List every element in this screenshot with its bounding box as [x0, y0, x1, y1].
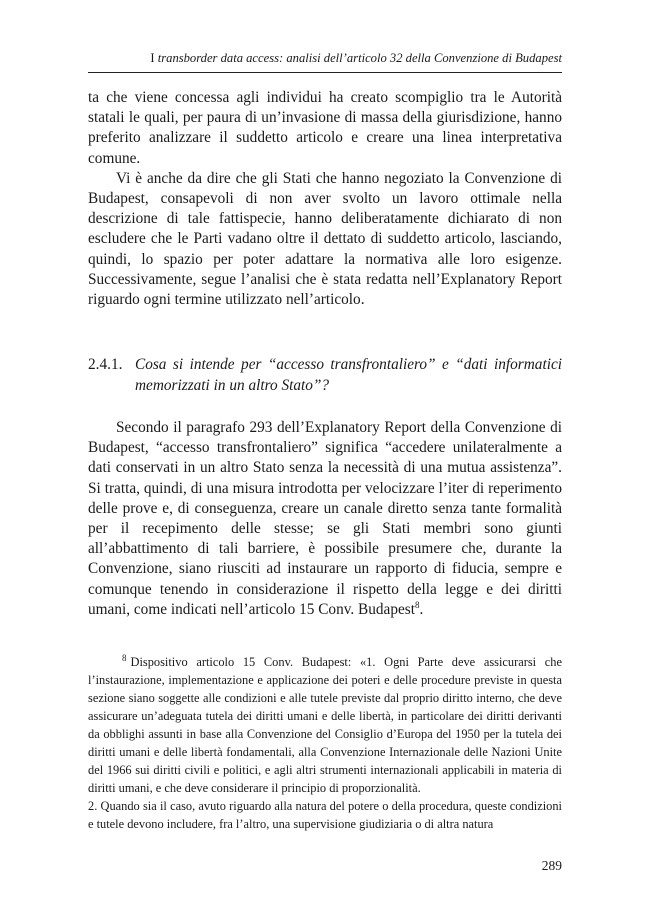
- running-header: [88, 50, 562, 66]
- footnote-8: [88, 653, 562, 797]
- section-title: Cosa si intende per “accesso transfrontaliero” e “dati informatici memorizzati in un altro Stato”?: [135, 356, 562, 394]
- section-heading: [88, 355, 562, 396]
- footnotes: [88, 653, 562, 833]
- footnote-8-text: Dispositivo articolo 15 Conv. Budapest: «1. Ogni Parte deve assicurarsi che l’instaurazione, implementazione e applicazione dei poteri e delle procedure previste in questa sezione siano soggette alle condizioni e alle tutele previste dal proprio diritto interno, che deve assicurare un’adeguata tutela dei diritti umani e delle libertà, in particolare dei diritti derivanti da obblighi assunti in base alla Convenzione del Consiglio d’Europa del 1950 per la tutela dei diritti umani e delle libertà fondamentali, alla Convenzione Internazionale delle Nazioni Unite del 1966 sui diritti civili e politici, e agli altri strumenti internazionali applicabili in materia di diritti umani, e che deve considerare il principio di proporzionalità.: [88, 655, 562, 795]
- body-text-block-1: [88, 88, 562, 310]
- body-text-block-2: [88, 418, 562, 620]
- running-header-term: transborder data access: [154, 51, 280, 65]
- paragraph-3-end: .: [419, 600, 424, 618]
- page-number: 289: [541, 858, 562, 873]
- paragraph-2: Vi è anche da dire che gli Stati che hanno negoziato la Convenzione di Budapest, consapevoli di non aver svolto un lavoro ottimale nella descrizione di tale fattispecie, hanno deliberatamente dichiarato di non escludere che le Parti vadano oltre il dettato di suddetto articolo, lasciando, quindi, lo spazio per poter adattare la normativa alle loro esigenze. Successivamente, segue l’analisi che è stata redatta nell’Explanatory Report riguardo ogni termine utilizzato nell’articolo.: [88, 169, 562, 309]
- running-header-initial: I: [150, 51, 155, 65]
- paragraph-1: ta che viene concessa agli individui ha creato scompiglio tra le Autorità statali le quali, per paura di un’invasione di massa della giurisdizione, hanno preferito analizzare il suddetto articolo e creare una linea interpretativa comune.: [88, 89, 562, 167]
- paragraph-3-text: Secondo il paragrafo 293 dell’Explanatory Report della Convenzione di Budapest, “accesso transfrontaliero” significa “accedere unilateralmente a dati conservati in un altro Stato senza la necessità di una mutua assistenza”. Si tratta, quindi, di una misura introdotta per velocizzare l’iter di reperimento delle prove e, di conseguenza, creare un canale diretto senza tante formalità per il recepimento delle stesse; se gli Stati membri sono giunti all’abbattimento di tali barriere, è possibile presumere che, durante la Convenzione, siano riusciti ad instaurare un rapporto di fiducia, sempre e comunque tenendo in considerazione il rispetto della legge e dei diritti umani, come indicati nell’articolo 15 Conv. Budapest: [88, 419, 562, 618]
- footnote-reference-8[interactable]: 8: [414, 599, 420, 610]
- footnote-8-continuation: 2. Quando sia il caso, avuto riguardo alla natura del potere o della procedura, queste condizioni e tutele devono includere, fra l’altro, una supervisione giudiziaria o di altra natura: [88, 799, 562, 831]
- paragraph-3: [88, 418, 562, 620]
- footnote-marker: 8: [122, 652, 127, 663]
- running-header-subtitle: : analisi dell’articolo 32 della Convenzione di Budapest: [279, 51, 562, 65]
- section-number: 2.4.1.: [88, 356, 123, 373]
- header-rule: [88, 72, 562, 73]
